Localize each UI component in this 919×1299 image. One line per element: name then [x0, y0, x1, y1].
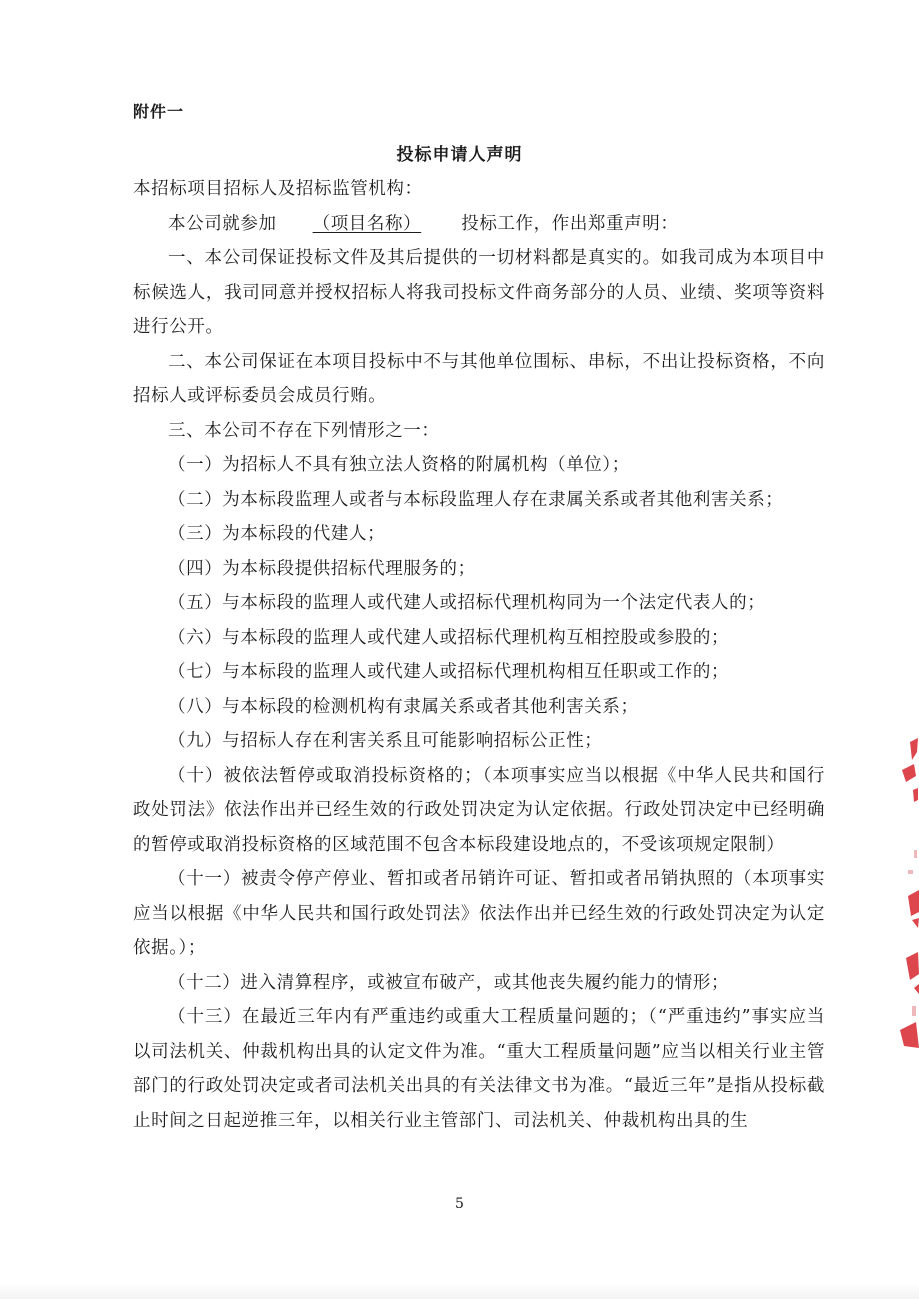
clause-item: （二）为本标段监理人或者与本标段监理人存在隶属关系或者其他利害关系；	[168, 489, 784, 510]
clause-item: （十三）在最近三年内有严重违约或重大工程质量问题的；（“严重违约”事实应当以司法机关、仲裁机构出具的认定文件为准。“重大工程质量问题”应当以相关行业主管部门的行政处罚决定或者司法机关出具的有关法律文书为准。“最近三年”是指从投标截止时间之日起逆推三年，以相关行业主管部门、司法机关、仲裁机构出具的生	[133, 1007, 825, 1131]
clause-item: （八）与本标段的检测机构有隶属关系或者其他利害关系；	[168, 696, 639, 717]
clause-item: （三）为本标段的代建人；	[168, 524, 386, 544]
seal-stamp-edge	[892, 730, 919, 1050]
clause-item: （十二）进入清算程序，或被宣布破产，或其他丧失履约能力的情形；	[168, 972, 730, 993]
intro-paragraph	[133, 207, 825, 242]
project-name-blank: （项目名称）	[312, 213, 422, 234]
addressee-line: 本招标项目招标人及招标监管机构：	[133, 179, 423, 199]
clause-paragraph: 三、本公司不存在下列情形之一：	[168, 420, 440, 441]
clause-item: （六）与本标段的监理人或代建人或招标代理机构互相控股或参股的；	[168, 627, 730, 648]
clause-item: （一）为招标人不具有独立法人资格的附属机构（单位）；	[168, 455, 630, 475]
clause-item: （四）为本标段提供招标代理服务的；	[168, 558, 476, 579]
clause-paragraph: 二、本公司保证在本项目投标中不与其他单位围标、串标，不出让投标资格，不向招标人或评标委员会成员行贿。	[133, 351, 825, 406]
clause-paragraph: 一、本公司保证投标文件及其后提供的一切材料都是真实的。如我司成为本项目中标候选人，我司同意并授权招标人将我司投标文件商务部分的人员、业绩、奖项等资料进行公开。	[133, 248, 825, 337]
page-number: 5	[455, 1196, 464, 1212]
intro-suffix: 投标工作，作出郑重声明：	[461, 213, 679, 234]
clause-item: （五）与本标段的监理人或代建人或招标代理机构同为一个法定代表人的；	[168, 593, 766, 613]
scan-bottom-edge	[0, 1284, 919, 1299]
declaration-body	[133, 172, 825, 1138]
clause-item: （七）与本标段的监理人或代建人或招标代理机构相互任职或工作的；	[168, 662, 730, 682]
clause-item: （十一）被责令停产停业、暂扣或者吊销许可证、暂扣或者吊销执照的（本项事实应当以根据《中华人民共和国行政处罚法》依法作出并已经生效的行政处罚决定为认定依据。）；	[133, 869, 825, 958]
annex-label: 附件一	[133, 102, 185, 121]
clause-item: （九）与招标人存在利害关系且可能影响招标公正性；	[168, 731, 603, 751]
intro-prefix: 本公司就参加	[168, 213, 277, 234]
document-title: 投标申请人声明	[396, 145, 523, 165]
clause-item: （十）被依法暂停或取消投标资格的；（本项事实应当以根据《中华人民共和国行政处罚法》依法作出并已经生效的行政处罚决定为认定依据。行政处罚决定中已经明确的暂停或取消投标资格的区域范围不包含本标段建设地点的，不受该项规定限制）	[133, 765, 825, 855]
